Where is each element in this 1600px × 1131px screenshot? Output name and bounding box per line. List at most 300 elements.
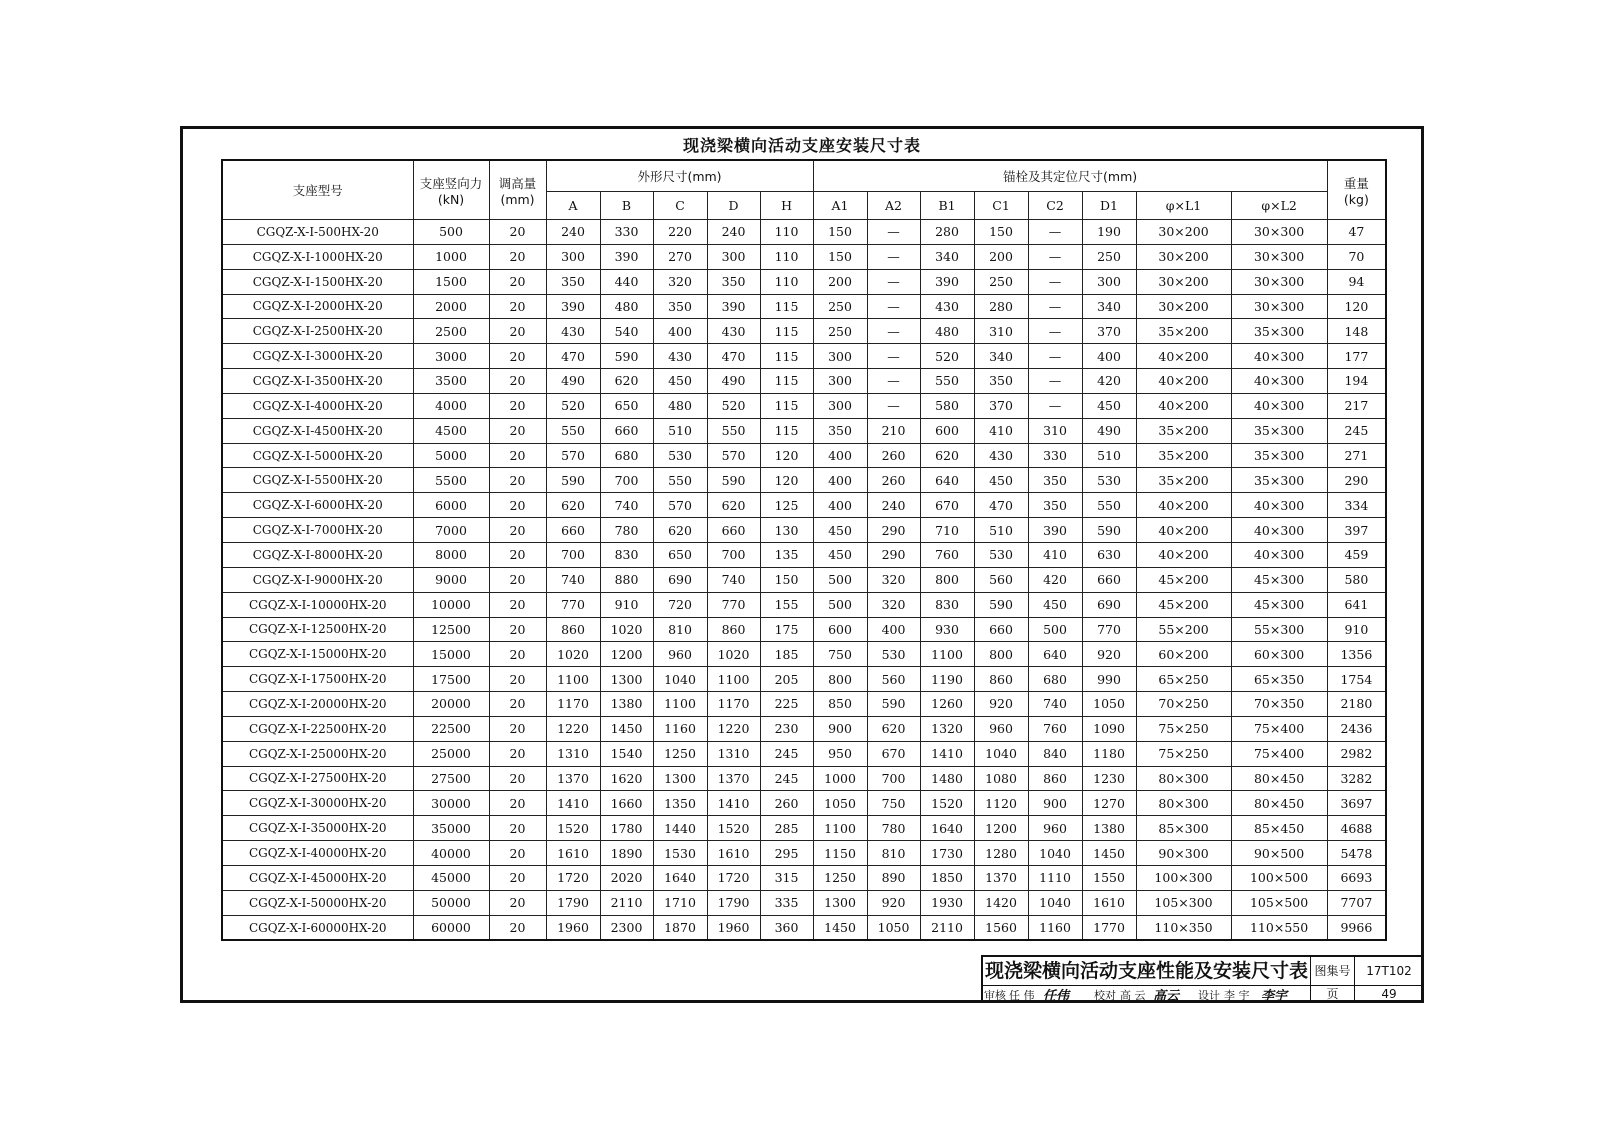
header-adjust-unit: (mm) bbox=[500, 191, 535, 207]
table-cell: 580 bbox=[1327, 567, 1386, 592]
table-cell: 280 bbox=[974, 294, 1028, 319]
model-cell: CGQZ-X-Ⅰ-10000HX-20 bbox=[222, 592, 413, 617]
table-cell: 1020 bbox=[707, 642, 760, 667]
table-cell: 450 bbox=[813, 518, 867, 543]
table-cell: 620 bbox=[867, 716, 920, 741]
subheader-cell: B1 bbox=[920, 192, 974, 220]
table-cell: 550 bbox=[707, 418, 760, 443]
table-cell: 85×300 bbox=[1136, 816, 1231, 841]
table-cell: 640 bbox=[1028, 642, 1082, 667]
table-cell: 570 bbox=[653, 493, 707, 518]
table-cell: 960 bbox=[653, 642, 707, 667]
table-cell: 40000 bbox=[413, 841, 489, 866]
table-cell: 150 bbox=[813, 244, 867, 269]
table-row bbox=[222, 716, 1386, 741]
table-row bbox=[222, 294, 1386, 319]
table-cell: 1170 bbox=[546, 692, 600, 717]
table-cell: 3697 bbox=[1327, 791, 1386, 816]
table-cell: 194 bbox=[1327, 369, 1386, 394]
table-cell: 430 bbox=[920, 294, 974, 319]
header-adjust-label: 调高量 bbox=[498, 175, 537, 191]
model-cell: CGQZ-X-Ⅰ-22500HX-20 bbox=[222, 716, 413, 741]
table-cell: 620 bbox=[546, 493, 600, 518]
table-cell: 860 bbox=[1028, 766, 1082, 791]
table-cell: 40×300 bbox=[1231, 493, 1327, 518]
table-cell: 55×300 bbox=[1231, 617, 1327, 642]
table-cell: 260 bbox=[867, 468, 920, 493]
table-cell: 1380 bbox=[600, 692, 653, 717]
table-cell: 70×350 bbox=[1231, 692, 1327, 717]
table-cell: 1520 bbox=[546, 816, 600, 841]
table-cell: 580 bbox=[920, 393, 974, 418]
table-cell: 35×300 bbox=[1231, 443, 1327, 468]
table-cell: 830 bbox=[920, 592, 974, 617]
table-cell: 290 bbox=[867, 518, 920, 543]
table-row bbox=[222, 841, 1386, 866]
table-cell: 500 bbox=[813, 592, 867, 617]
model-cell: CGQZ-X-Ⅰ-45000HX-20 bbox=[222, 865, 413, 890]
model-cell: CGQZ-X-Ⅰ-4000HX-20 bbox=[222, 393, 413, 418]
table-cell: 770 bbox=[707, 592, 760, 617]
table-cell: 190 bbox=[1082, 220, 1136, 245]
table-cell: 220 bbox=[653, 220, 707, 245]
table-cell: 205 bbox=[760, 667, 813, 692]
table-cell: 35×300 bbox=[1231, 468, 1327, 493]
table-row bbox=[222, 393, 1386, 418]
table-cell: 7707 bbox=[1327, 890, 1386, 915]
table-cell: 1930 bbox=[920, 890, 974, 915]
table-cell: 280 bbox=[920, 220, 974, 245]
table-cell: 260 bbox=[760, 791, 813, 816]
table-cell: 20 bbox=[489, 244, 546, 269]
table-cell: 2300 bbox=[600, 915, 653, 940]
table-cell: 340 bbox=[1082, 294, 1136, 319]
table-cell: 20 bbox=[489, 542, 546, 567]
table-cell: 1040 bbox=[653, 667, 707, 692]
table-cell: 740 bbox=[546, 567, 600, 592]
table-cell: 335 bbox=[760, 890, 813, 915]
table-cell: 20 bbox=[489, 741, 546, 766]
table-cell: 45×300 bbox=[1231, 567, 1327, 592]
subheader-cell: A bbox=[546, 192, 600, 220]
table-cell: 1100 bbox=[813, 816, 867, 841]
table-cell: 35×200 bbox=[1136, 468, 1231, 493]
table-cell: 2020 bbox=[600, 865, 653, 890]
model-cell: CGQZ-X-Ⅰ-4500HX-20 bbox=[222, 418, 413, 443]
table-cell: 20 bbox=[489, 418, 546, 443]
table-cell: 1050 bbox=[813, 791, 867, 816]
table-cell: — bbox=[1028, 369, 1082, 394]
table-cell: 530 bbox=[867, 642, 920, 667]
table-cell: 700 bbox=[707, 542, 760, 567]
table-cell: 1850 bbox=[920, 865, 974, 890]
table-cell: 1540 bbox=[600, 741, 653, 766]
table-cell: 20 bbox=[489, 915, 546, 940]
table-cell: 450 bbox=[1082, 393, 1136, 418]
table-cell: 410 bbox=[974, 418, 1028, 443]
header-adjust bbox=[489, 160, 546, 220]
table-row bbox=[222, 369, 1386, 394]
table-cell: 80×450 bbox=[1231, 766, 1327, 791]
table-cell: 700 bbox=[546, 542, 600, 567]
table-cell: 20 bbox=[489, 617, 546, 642]
design-signature: 李宇 bbox=[1261, 989, 1288, 1004]
table-cell: 320 bbox=[867, 567, 920, 592]
table-cell: 1000 bbox=[413, 244, 489, 269]
table-cell: 40×200 bbox=[1136, 344, 1231, 369]
table-cell: — bbox=[1028, 220, 1082, 245]
table-cell: 4000 bbox=[413, 393, 489, 418]
table-cell: 660 bbox=[600, 418, 653, 443]
table-cell: 1660 bbox=[600, 791, 653, 816]
table-cell: 440 bbox=[600, 269, 653, 294]
table-row bbox=[222, 692, 1386, 717]
table-cell: 300 bbox=[813, 393, 867, 418]
table-cell: 1310 bbox=[546, 741, 600, 766]
table-cell: 70 bbox=[1327, 244, 1386, 269]
table-cell: 20 bbox=[489, 269, 546, 294]
table-cell: 30×300 bbox=[1231, 220, 1327, 245]
table-cell: 520 bbox=[920, 344, 974, 369]
table-cell: 1050 bbox=[1082, 692, 1136, 717]
table-cell: 210 bbox=[867, 418, 920, 443]
table-cell: 350 bbox=[546, 269, 600, 294]
model-cell: CGQZ-X-Ⅰ-500HX-20 bbox=[222, 220, 413, 245]
table-cell: 620 bbox=[920, 443, 974, 468]
table-cell: 1450 bbox=[600, 716, 653, 741]
table-cell: 150 bbox=[974, 220, 1028, 245]
table-cell: 720 bbox=[653, 592, 707, 617]
model-cell: CGQZ-X-Ⅰ-17500HX-20 bbox=[222, 667, 413, 692]
table-cell: 30×300 bbox=[1231, 269, 1327, 294]
table-cell: 1610 bbox=[707, 841, 760, 866]
drawing-title: 现浇梁横向活动支座性能及安装尺寸表 bbox=[983, 957, 1311, 986]
table-cell: 1250 bbox=[653, 741, 707, 766]
table-cell: 1040 bbox=[1028, 841, 1082, 866]
table-cell: 1500 bbox=[413, 269, 489, 294]
table-cell: 115 bbox=[760, 418, 813, 443]
table-cell: 1730 bbox=[920, 841, 974, 866]
table-cell: 860 bbox=[546, 617, 600, 642]
table-cell: 530 bbox=[653, 443, 707, 468]
table-row bbox=[222, 518, 1386, 543]
table-cell: 1620 bbox=[600, 766, 653, 791]
table-cell: 185 bbox=[760, 642, 813, 667]
table-cell: 1200 bbox=[600, 642, 653, 667]
table-cell: 1890 bbox=[600, 841, 653, 866]
table-cell: 290 bbox=[1327, 468, 1386, 493]
table-cell: — bbox=[867, 344, 920, 369]
table-cell: 1370 bbox=[546, 766, 600, 791]
table-cell: 20 bbox=[489, 369, 546, 394]
table-cell: 1450 bbox=[813, 915, 867, 940]
check-name: 高 云 bbox=[1120, 989, 1146, 1002]
subheader-cell: H bbox=[760, 192, 813, 220]
title-block bbox=[981, 955, 1424, 1003]
table-cell: 1790 bbox=[707, 890, 760, 915]
table-cell: 550 bbox=[920, 369, 974, 394]
model-cell: CGQZ-X-Ⅰ-35000HX-20 bbox=[222, 816, 413, 841]
subheader-cell: B bbox=[600, 192, 653, 220]
table-cell: — bbox=[867, 244, 920, 269]
table-cell: 450 bbox=[1028, 592, 1082, 617]
table-cell: 1410 bbox=[546, 791, 600, 816]
table-cell: 20 bbox=[489, 319, 546, 344]
model-cell: CGQZ-X-Ⅰ-60000HX-20 bbox=[222, 915, 413, 940]
table-cell: 800 bbox=[974, 642, 1028, 667]
table-cell: 860 bbox=[707, 617, 760, 642]
table-cell: 470 bbox=[974, 493, 1028, 518]
table-cell: 250 bbox=[813, 294, 867, 319]
table-cell: 40×200 bbox=[1136, 518, 1231, 543]
table-cell: 230 bbox=[760, 716, 813, 741]
table-cell: 110 bbox=[760, 244, 813, 269]
table-row bbox=[222, 443, 1386, 468]
table-cell: 800 bbox=[920, 567, 974, 592]
table-cell: 1790 bbox=[546, 890, 600, 915]
table-cell: 85×450 bbox=[1231, 816, 1327, 841]
table-cell: 400 bbox=[813, 468, 867, 493]
table-cell: 155 bbox=[760, 592, 813, 617]
table-cell: 990 bbox=[1082, 667, 1136, 692]
table-cell: 960 bbox=[974, 716, 1028, 741]
header-force bbox=[413, 160, 489, 220]
table-cell: 370 bbox=[974, 393, 1028, 418]
table-cell: 35×200 bbox=[1136, 418, 1231, 443]
table-cell: 27500 bbox=[413, 766, 489, 791]
table-cell: 295 bbox=[760, 841, 813, 866]
table-cell: 650 bbox=[600, 393, 653, 418]
table-cell: 15000 bbox=[413, 642, 489, 667]
table-title: 现浇梁横向活动支座安装尺寸表 bbox=[682, 136, 921, 155]
table-cell: 680 bbox=[1028, 667, 1082, 692]
table-cell: 1320 bbox=[920, 716, 974, 741]
table-cell: 270 bbox=[653, 244, 707, 269]
table-cell: 320 bbox=[867, 592, 920, 617]
table-cell: 920 bbox=[867, 890, 920, 915]
header-force-label: 支座竖向力 bbox=[419, 175, 483, 191]
table-cell: 30×200 bbox=[1136, 220, 1231, 245]
table-cell: 1200 bbox=[974, 816, 1028, 841]
table-cell: 40×200 bbox=[1136, 393, 1231, 418]
table-cell: 620 bbox=[707, 493, 760, 518]
table-cell: 1040 bbox=[1028, 890, 1082, 915]
table-cell: 20 bbox=[489, 567, 546, 592]
header-weight-label: 重量 bbox=[1343, 175, 1369, 191]
table-cell: 1100 bbox=[653, 692, 707, 717]
table-cell: 1870 bbox=[653, 915, 707, 940]
table-cell: 760 bbox=[920, 542, 974, 567]
table-cell: 510 bbox=[974, 518, 1028, 543]
table-cell: 177 bbox=[1327, 344, 1386, 369]
table-cell: 65×350 bbox=[1231, 667, 1327, 692]
table-cell: 7000 bbox=[413, 518, 489, 543]
table-cell: 300 bbox=[707, 244, 760, 269]
table-cell: 660 bbox=[1082, 567, 1136, 592]
table-cell: 590 bbox=[867, 692, 920, 717]
table-cell: 1720 bbox=[546, 865, 600, 890]
table-cell: 40×200 bbox=[1136, 542, 1231, 567]
table-cell: 2110 bbox=[600, 890, 653, 915]
table-row bbox=[222, 816, 1386, 841]
table-cell: 740 bbox=[707, 567, 760, 592]
table-cell: 770 bbox=[1082, 617, 1136, 642]
table-cell: 75×250 bbox=[1136, 741, 1231, 766]
table-cell: 550 bbox=[653, 468, 707, 493]
table-cell: 641 bbox=[1327, 592, 1386, 617]
header-force-unit: (kN) bbox=[437, 191, 465, 207]
table-cell: 560 bbox=[974, 567, 1028, 592]
table-row bbox=[222, 269, 1386, 294]
table-cell: 1610 bbox=[1082, 890, 1136, 915]
table-cell: 271 bbox=[1327, 443, 1386, 468]
table-cell: 30×300 bbox=[1231, 244, 1327, 269]
table-cell: 12500 bbox=[413, 617, 489, 642]
design-name: 李 宇 bbox=[1224, 989, 1250, 1002]
table-cell: 40×300 bbox=[1231, 393, 1327, 418]
table-cell: 430 bbox=[707, 319, 760, 344]
table-row bbox=[222, 344, 1386, 369]
table-cell: 1300 bbox=[600, 667, 653, 692]
table-cell: 150 bbox=[813, 220, 867, 245]
table-cell: 350 bbox=[813, 418, 867, 443]
model-cell: CGQZ-X-Ⅰ-1000HX-20 bbox=[222, 244, 413, 269]
table-cell: 390 bbox=[546, 294, 600, 319]
table-cell: 770 bbox=[546, 592, 600, 617]
model-cell: CGQZ-X-Ⅰ-2500HX-20 bbox=[222, 319, 413, 344]
table-cell: 110 bbox=[760, 220, 813, 245]
table-cell: 420 bbox=[1028, 567, 1082, 592]
table-cell: 3282 bbox=[1327, 766, 1386, 791]
table-cell: — bbox=[867, 269, 920, 294]
signature-row bbox=[983, 986, 1311, 1003]
table-cell: 240 bbox=[707, 220, 760, 245]
table-cell: 245 bbox=[760, 741, 813, 766]
table-row bbox=[222, 468, 1386, 493]
table-cell: 1960 bbox=[546, 915, 600, 940]
model-cell: CGQZ-X-Ⅰ-40000HX-20 bbox=[222, 841, 413, 866]
table-cell: 1180 bbox=[1082, 741, 1136, 766]
table-row bbox=[222, 915, 1386, 940]
table-cell: 700 bbox=[867, 766, 920, 791]
table-cell: 1560 bbox=[974, 915, 1028, 940]
table-cell: 9000 bbox=[413, 567, 489, 592]
table-cell: 1480 bbox=[920, 766, 974, 791]
table-cell: 1450 bbox=[1082, 841, 1136, 866]
model-cell: CGQZ-X-Ⅰ-6000HX-20 bbox=[222, 493, 413, 518]
table-cell: 1250 bbox=[813, 865, 867, 890]
table-cell: 60×300 bbox=[1231, 642, 1327, 667]
model-cell: CGQZ-X-Ⅰ-27500HX-20 bbox=[222, 766, 413, 791]
model-cell: CGQZ-X-Ⅰ-1500HX-20 bbox=[222, 269, 413, 294]
atlas-number: 17T102 bbox=[1355, 957, 1424, 986]
table-cell: 590 bbox=[1082, 518, 1136, 543]
table-cell: 20 bbox=[489, 816, 546, 841]
table-cell: 620 bbox=[653, 518, 707, 543]
table-cell: 50000 bbox=[413, 890, 489, 915]
table-cell: 20 bbox=[489, 890, 546, 915]
table-cell: 750 bbox=[813, 642, 867, 667]
table-cell: 1100 bbox=[707, 667, 760, 692]
table-cell: 45×200 bbox=[1136, 592, 1231, 617]
review-name: 任 伟 bbox=[1009, 989, 1035, 1002]
table-cell: 350 bbox=[1028, 493, 1082, 518]
table-cell: 3000 bbox=[413, 344, 489, 369]
table-cell: 290 bbox=[867, 542, 920, 567]
table-cell: 760 bbox=[1028, 716, 1082, 741]
table-cell: 670 bbox=[867, 741, 920, 766]
table-cell: 1300 bbox=[813, 890, 867, 915]
table-cell: 1020 bbox=[600, 617, 653, 642]
table-cell: 350 bbox=[1028, 468, 1082, 493]
table-cell: 1160 bbox=[1028, 915, 1082, 940]
table-cell: 590 bbox=[974, 592, 1028, 617]
table-cell: 740 bbox=[600, 493, 653, 518]
table-cell: 17500 bbox=[413, 667, 489, 692]
table-cell: 1640 bbox=[653, 865, 707, 890]
model-cell: CGQZ-X-Ⅰ-5000HX-20 bbox=[222, 443, 413, 468]
table-cell: 1440 bbox=[653, 816, 707, 841]
table-cell: 6000 bbox=[413, 493, 489, 518]
table-cell: 810 bbox=[867, 841, 920, 866]
table-cell: 175 bbox=[760, 617, 813, 642]
table-cell: 1220 bbox=[707, 716, 760, 741]
table-cell: 250 bbox=[974, 269, 1028, 294]
table-cell: 600 bbox=[813, 617, 867, 642]
table-cell: 350 bbox=[653, 294, 707, 319]
table-cell: 550 bbox=[1082, 493, 1136, 518]
table-cell: 260 bbox=[867, 443, 920, 468]
table-cell: 710 bbox=[920, 518, 974, 543]
table-cell: 660 bbox=[546, 518, 600, 543]
table-cell: 200 bbox=[974, 244, 1028, 269]
table-cell: 20 bbox=[489, 766, 546, 791]
table-cell: 90×300 bbox=[1136, 841, 1231, 866]
table-cell: 20 bbox=[489, 716, 546, 741]
page-number: 49 bbox=[1355, 986, 1424, 1003]
table-cell: 80×300 bbox=[1136, 766, 1231, 791]
table-cell: 40×300 bbox=[1231, 542, 1327, 567]
model-cell: CGQZ-X-Ⅰ-20000HX-20 bbox=[222, 692, 413, 717]
table-cell: 750 bbox=[867, 791, 920, 816]
table-cell: 397 bbox=[1327, 518, 1386, 543]
review-signature: 任伟 bbox=[1043, 989, 1070, 1004]
table-cell: 1220 bbox=[546, 716, 600, 741]
table-cell: 400 bbox=[867, 617, 920, 642]
table-cell: — bbox=[1028, 294, 1082, 319]
table-cell: — bbox=[1028, 269, 1082, 294]
table-cell: 20 bbox=[489, 667, 546, 692]
table-cell: 10000 bbox=[413, 592, 489, 617]
table-cell: 310 bbox=[974, 319, 1028, 344]
table-cell: 520 bbox=[707, 393, 760, 418]
table-row bbox=[222, 418, 1386, 443]
table-cell: 20 bbox=[489, 220, 546, 245]
table-cell: 1520 bbox=[707, 816, 760, 841]
table-cell: 240 bbox=[867, 493, 920, 518]
table-cell: 570 bbox=[546, 443, 600, 468]
table-cell: 300 bbox=[1082, 269, 1136, 294]
table-cell: 120 bbox=[760, 468, 813, 493]
table-cell: 1300 bbox=[653, 766, 707, 791]
table-cell: 340 bbox=[974, 344, 1028, 369]
table-cell: 390 bbox=[920, 269, 974, 294]
table-cell: 1260 bbox=[920, 692, 974, 717]
subheader-cell: A1 bbox=[813, 192, 867, 220]
table-cell: 400 bbox=[813, 493, 867, 518]
table-row bbox=[222, 865, 1386, 890]
table-cell: 3500 bbox=[413, 369, 489, 394]
